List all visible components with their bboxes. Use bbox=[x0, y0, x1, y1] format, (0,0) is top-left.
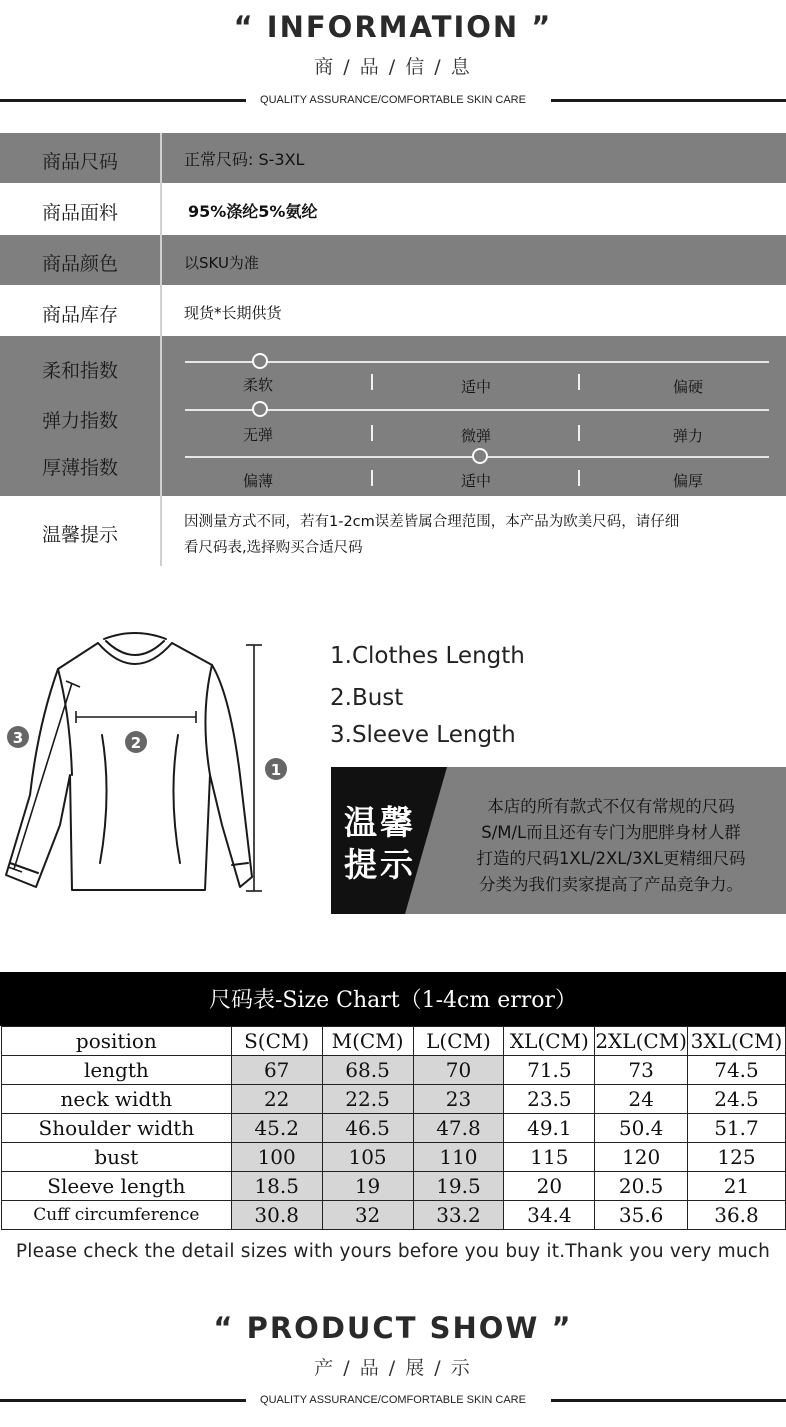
table-cell: 70 bbox=[413, 1056, 504, 1085]
table-row bbox=[2, 1172, 786, 1201]
table-cell: 73 bbox=[595, 1056, 688, 1085]
table-cell: Sleeve length bbox=[2, 1172, 232, 1201]
header-cell: S(CM) bbox=[231, 1027, 322, 1056]
index-label-softness: 柔和指数 bbox=[41, 360, 118, 382]
info-row-tips bbox=[0, 496, 786, 566]
table-cell: 36.8 bbox=[687, 1201, 785, 1230]
info-row-size bbox=[0, 133, 786, 183]
table-cell: 24 bbox=[595, 1085, 688, 1114]
table-cell: 120 bbox=[595, 1143, 688, 1172]
table-cell: 35.6 bbox=[595, 1201, 688, 1230]
tips-label: 温馨提示 bbox=[41, 524, 118, 546]
softness-track bbox=[185, 361, 769, 363]
table-cell: 50.4 bbox=[595, 1114, 688, 1143]
info-row-color bbox=[0, 235, 786, 285]
table-cell: 125 bbox=[687, 1143, 785, 1172]
table-row bbox=[2, 1143, 786, 1172]
softness-knob bbox=[252, 353, 268, 369]
measure-clothes-length: 1.Clothes Length bbox=[330, 643, 525, 669]
garment-diagram bbox=[0, 625, 300, 905]
thickness-knob bbox=[472, 448, 488, 464]
table-cell: 100 bbox=[231, 1143, 322, 1172]
header-cell: 3XL(CM) bbox=[687, 1027, 785, 1056]
shop-tip-title-1: 温馨 bbox=[344, 803, 416, 842]
info-value: 正常尺码: S-3XL bbox=[184, 150, 305, 169]
info-section-title: “ INFORMATION ” bbox=[233, 10, 553, 44]
table-cell: 19 bbox=[322, 1172, 413, 1201]
measure-bust: 2.Bust bbox=[330, 685, 404, 711]
info-label: 商品面料 bbox=[41, 202, 118, 224]
table-cell: 105 bbox=[322, 1143, 413, 1172]
product-section-subtitle: 产 / 品 / 展 / 示 bbox=[314, 1357, 472, 1379]
info-section-subtitle: 商 / 品 / 信 / 息 bbox=[314, 56, 472, 78]
table-cell: neck width bbox=[2, 1085, 232, 1114]
header-cell: XL(CM) bbox=[504, 1027, 595, 1056]
product-section-title: “ PRODUCT SHOW ” bbox=[213, 1311, 573, 1345]
info-value: 现货*长期供货 bbox=[184, 304, 282, 322]
table-cell: 18.5 bbox=[231, 1172, 322, 1201]
table-cell: 51.7 bbox=[687, 1114, 785, 1143]
tick-divider bbox=[371, 374, 373, 390]
table-cell: 67 bbox=[231, 1056, 322, 1085]
column-divider bbox=[160, 133, 162, 183]
softness-option: 柔软 bbox=[242, 376, 273, 394]
header-cell: 2XL(CM) bbox=[595, 1027, 688, 1056]
table-cell: Shoulder width bbox=[2, 1114, 232, 1143]
elasticity-option: 无弹 bbox=[242, 426, 273, 444]
thickness-option: 偏薄 bbox=[242, 472, 273, 490]
size-chart-table bbox=[1, 1026, 786, 1230]
tick-divider bbox=[578, 374, 580, 390]
table-cell: 68.5 bbox=[322, 1056, 413, 1085]
marker-2-label: 2 bbox=[130, 734, 142, 752]
info-row-fabric bbox=[0, 183, 786, 235]
table-cell: 23.5 bbox=[504, 1085, 595, 1114]
table-row bbox=[2, 1085, 786, 1114]
table-cell: 33.2 bbox=[413, 1201, 504, 1230]
elasticity-knob bbox=[252, 401, 268, 417]
info-label: 商品颜色 bbox=[41, 253, 118, 275]
table-cell: 115 bbox=[504, 1143, 595, 1172]
thickness-option: 偏厚 bbox=[672, 472, 703, 490]
table-cell: 22.5 bbox=[322, 1085, 413, 1114]
info-label: 商品库存 bbox=[41, 304, 118, 326]
table-header-row bbox=[2, 1027, 786, 1056]
table-cell: 110 bbox=[413, 1143, 504, 1172]
index-label-elasticity: 弹力指数 bbox=[41, 410, 118, 432]
column-divider bbox=[160, 183, 162, 235]
tick-divider bbox=[578, 470, 580, 486]
elasticity-option: 弹力 bbox=[672, 427, 703, 445]
table-cell: 49.1 bbox=[504, 1114, 595, 1143]
table-cell: 46.5 bbox=[322, 1114, 413, 1143]
table-cell: length bbox=[2, 1056, 232, 1085]
softness-option: 适中 bbox=[460, 378, 491, 396]
tips-text-line2: 看尺码表,选择购买合适尺码 bbox=[184, 540, 363, 556]
info-value: 95%涤纶5%氨纶 bbox=[188, 202, 318, 221]
column-divider bbox=[160, 336, 162, 496]
column-divider bbox=[160, 496, 162, 566]
tick-divider bbox=[371, 470, 373, 486]
header-cell: L(CM) bbox=[413, 1027, 504, 1056]
elasticity-track bbox=[185, 409, 769, 411]
info-row-indices bbox=[0, 336, 786, 496]
product-tagline: QUALITY ASSURANCE/COMFORTABLE SKIN CARE bbox=[260, 1394, 526, 1406]
table-cell: 32 bbox=[322, 1201, 413, 1230]
table-row bbox=[2, 1056, 786, 1085]
table-cell: 19.5 bbox=[413, 1172, 504, 1201]
size-chart-title: 尺码表-Size Chart（1-4cm error） bbox=[0, 972, 786, 1026]
measure-sleeve-length: 3.Sleeve Length bbox=[330, 722, 516, 748]
header-cell: M(CM) bbox=[322, 1027, 413, 1056]
size-chart-note: Please check the detail sizes with yours before you buy it.Thank you very much bbox=[15, 1241, 771, 1262]
info-row-stock bbox=[0, 285, 786, 336]
info-value: 以SKU为准 bbox=[184, 254, 259, 272]
header-cell: position bbox=[2, 1027, 232, 1056]
shop-tip-title-2: 提示 bbox=[344, 845, 416, 884]
tick-divider bbox=[578, 425, 580, 441]
table-cell: 22 bbox=[231, 1085, 322, 1114]
table-cell: 20 bbox=[504, 1172, 595, 1201]
table-cell: 30.8 bbox=[231, 1201, 322, 1230]
shop-tip-line: 打造的尺码1XL/2XL/3XL更精细尺码 bbox=[476, 849, 746, 868]
table-cell: Cuff circumference bbox=[2, 1201, 232, 1230]
marker-3-label: 3 bbox=[12, 729, 24, 747]
table-row bbox=[2, 1201, 786, 1230]
table-cell: 21 bbox=[687, 1172, 785, 1201]
info-label: 商品尺码 bbox=[41, 151, 118, 173]
table-cell: 23 bbox=[413, 1085, 504, 1114]
column-divider bbox=[160, 235, 162, 285]
elasticity-option: 微弹 bbox=[460, 427, 491, 445]
table-cell: 74.5 bbox=[687, 1056, 785, 1085]
table-cell: 24.5 bbox=[687, 1085, 785, 1114]
shop-tip-line: 本店的所有款式不仅有常规的尺码 bbox=[487, 797, 735, 816]
column-divider bbox=[160, 285, 162, 336]
shop-tip-line: S/M/L而且还有专门为肥胖身材人群 bbox=[481, 823, 741, 842]
softness-option: 偏硬 bbox=[672, 378, 703, 396]
table-cell: 71.5 bbox=[504, 1056, 595, 1085]
info-tagline: QUALITY ASSURANCE/COMFORTABLE SKIN CARE bbox=[260, 94, 526, 106]
table-cell: bust bbox=[2, 1143, 232, 1172]
table-cell: 47.8 bbox=[413, 1114, 504, 1143]
table-cell: 20.5 bbox=[595, 1172, 688, 1201]
index-label-thickness: 厚薄指数 bbox=[41, 457, 118, 479]
shop-tip-line: 分类为我们卖家提高了产品竞争力。 bbox=[479, 875, 743, 894]
thickness-option: 适中 bbox=[460, 472, 491, 490]
tips-text-line1: 因测量方式不同，若有1-2cm误差皆属合理范围，本产品为欧美尺码，请仔细 bbox=[184, 514, 680, 530]
marker-1-label: 1 bbox=[270, 761, 282, 779]
tick-divider bbox=[371, 425, 373, 441]
table-cell: 45.2 bbox=[231, 1114, 322, 1143]
table-cell: 34.4 bbox=[504, 1201, 595, 1230]
table-row bbox=[2, 1114, 786, 1143]
